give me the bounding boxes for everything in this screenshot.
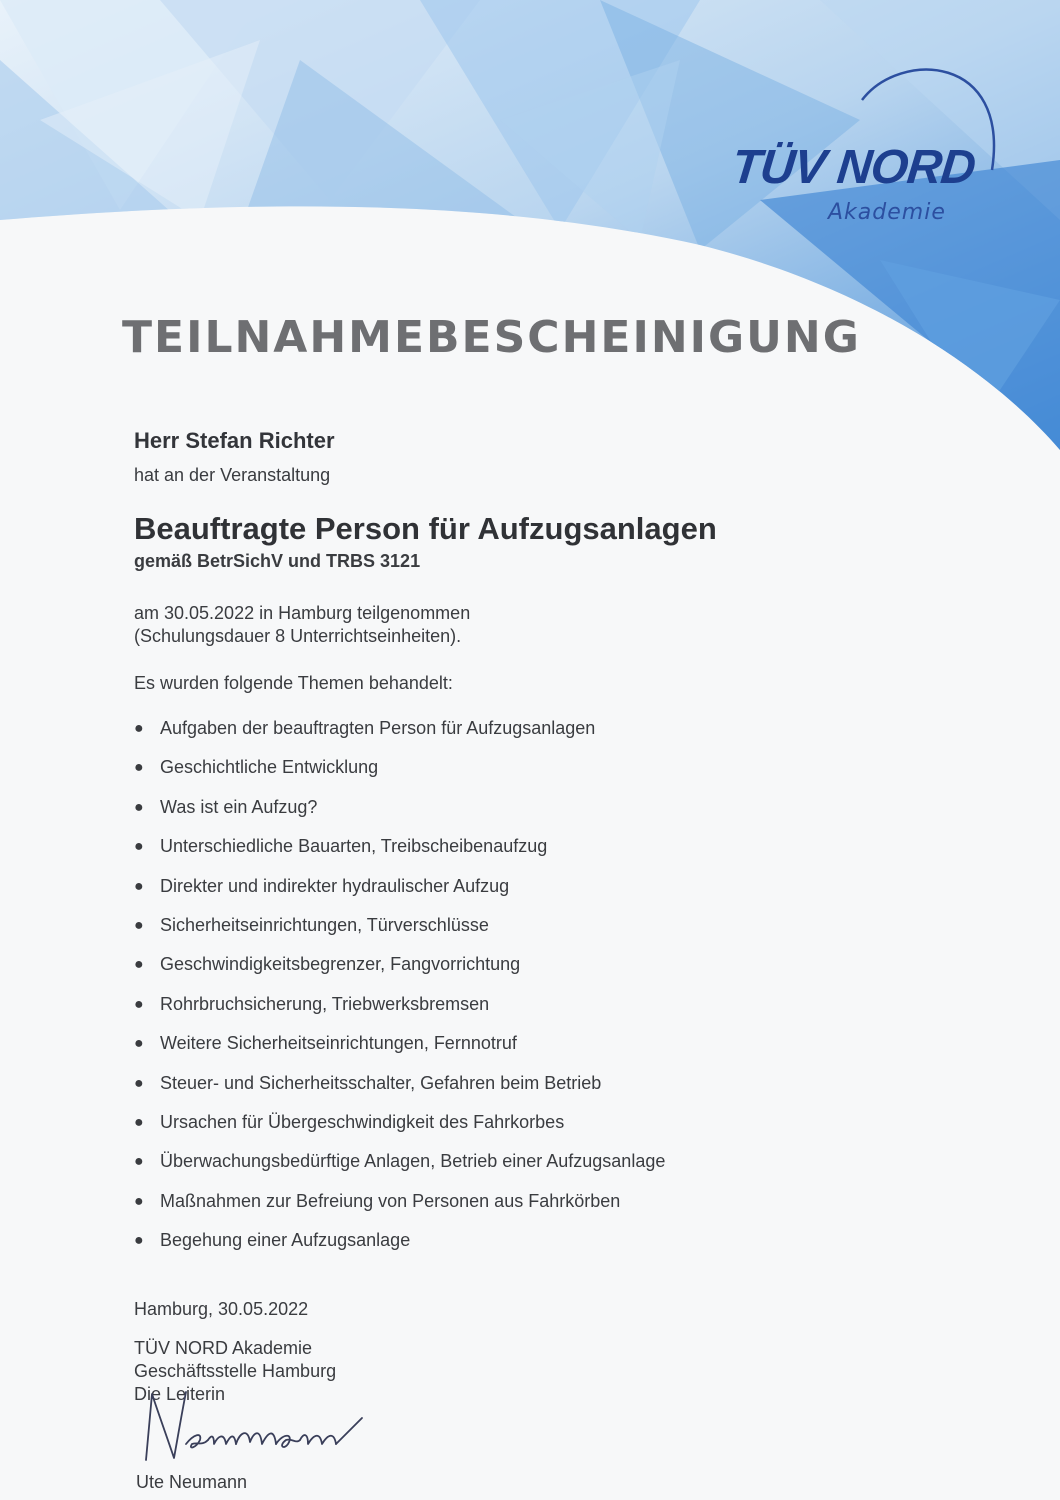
bullet-icon: ● (134, 1074, 144, 1092)
logo-brand-text: TÜV NORD (729, 141, 978, 194)
date-line-1: am 30.05.2022 in Hamburg teilgenommen (134, 603, 471, 623)
topic-text: Weitere Sicherheitseinrichtungen, Fernnotruf (160, 1033, 517, 1054)
bullet-icon: ● (134, 1232, 144, 1250)
topic-text: Rohrbruchsicherung, Triebwerksbremsen (160, 993, 490, 1014)
list-item (134, 1229, 994, 1268)
list-item (134, 914, 994, 953)
list-item (134, 1111, 994, 1150)
topic-text: Unterschiedliche Bauarten, Treibscheibenaufzug (160, 836, 548, 857)
signer-name: Ute Neumann (136, 1472, 248, 1492)
bullet-icon: ● (134, 956, 144, 974)
org-line-2: Geschäftsstelle Hamburg (134, 1361, 337, 1382)
topics-list (134, 717, 994, 1268)
attendance-details (134, 602, 994, 648)
bullet-icon: ● (134, 720, 144, 737)
document-title: TEILNAHMEBESCHEINIGUNG (122, 312, 861, 363)
bullet-icon: ● (134, 1192, 144, 1210)
bullet-icon: ● (134, 995, 144, 1013)
bullet-icon: ● (134, 877, 144, 895)
list-item (134, 1032, 994, 1071)
tuv-nord-akademie-logo (720, 60, 1010, 240)
bullet-icon: ● (134, 1113, 144, 1131)
org-line-3: Die Leiterin (134, 1384, 226, 1405)
topic-text: Geschichtliche Entwicklung (160, 757, 379, 778)
topics-intro: Es wurden folgende Themen behandelt: (134, 673, 453, 693)
recipient-name: Herr Stefan Richter (134, 428, 335, 453)
course-title: Beauftragte Person für Aufzugsanlagen (134, 511, 717, 546)
certificate-body (134, 428, 994, 1406)
list-item (134, 835, 994, 874)
topic-text: Steuer- und Sicherheitsschalter, Gefahren beim Betrieb (160, 1072, 602, 1093)
handwritten-signature (138, 1388, 378, 1463)
bullet-icon: ● (134, 838, 144, 856)
list-item (134, 1150, 994, 1189)
list-item (134, 1190, 994, 1229)
intro-text: hat an der Veranstaltung (134, 465, 331, 485)
bullet-icon: ● (134, 1153, 144, 1171)
topic-text: Sicherheitseinrichtungen, Türverschlüsse (160, 914, 489, 935)
bullet-icon: ● (134, 759, 144, 777)
list-item (134, 993, 994, 1032)
course-subtitle: gemäß BetrSichV und TRBS 3121 (134, 551, 421, 571)
date-line-2: (Schulungsdauer 8 Unterrichtseinheiten). (134, 626, 462, 646)
org-line-1: TÜV NORD Akademie (134, 1338, 313, 1359)
logo-subtitle-text: Akademie (828, 200, 946, 225)
topic-text: Maßnahmen zur Befreiung von Personen aus Fahrkörben (160, 1190, 621, 1211)
list-item (134, 1072, 994, 1111)
topic-text: Direkter und indirekter hydraulischer Aufzug (160, 875, 510, 896)
bullet-icon: ● (134, 1035, 144, 1053)
list-item (134, 953, 994, 992)
topic-text: Überwachungsbedürftige Anlagen, Betrieb einer Aufzugsanlage (160, 1151, 666, 1172)
list-item (134, 796, 994, 835)
topic-text: Geschwindigkeitsbegrenzer, Fangvorrichtung (160, 954, 521, 975)
topic-text: Ursachen für Übergeschwindigkeit des Fahrkorbes (160, 1111, 565, 1132)
topic-text: Was ist ein Aufzug? (160, 796, 318, 817)
topic-text: Aufgaben der beauftragten Person für Aufzugsanlagen (160, 718, 596, 738)
bullet-icon: ● (134, 916, 144, 934)
place-date: Hamburg, 30.05.2022 (134, 1299, 309, 1320)
topic-text: Begehung einer Aufzugsanlage (160, 1230, 411, 1251)
list-item (134, 717, 994, 756)
bullet-icon: ● (134, 798, 144, 816)
list-item (134, 756, 994, 795)
list-item (134, 875, 994, 914)
